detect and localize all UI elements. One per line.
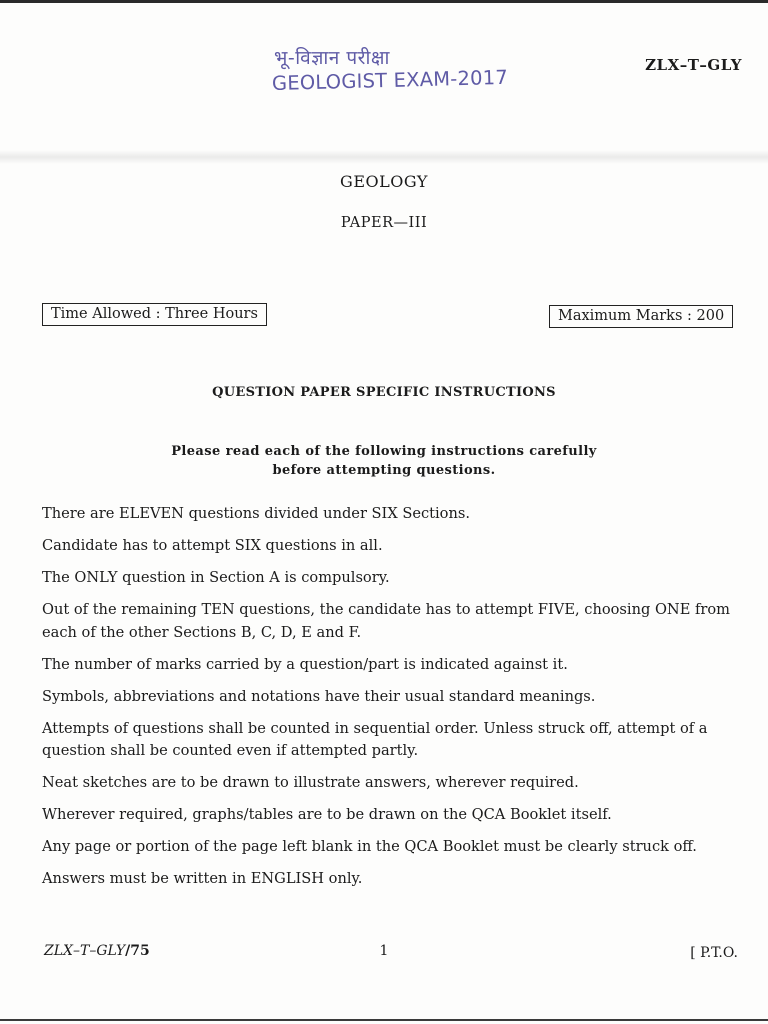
footer-code-text: ZLX–T–GLY xyxy=(44,943,126,959)
exam-stamp xyxy=(272,44,508,95)
bottom-border-line xyxy=(0,1019,768,1021)
note-line-1: Please read each of the following instructions carefully xyxy=(171,444,597,459)
please-turn-over: [ P.T.O. xyxy=(690,945,738,961)
top-border-line xyxy=(0,0,768,3)
instructions-heading: QUESTION PAPER SPECIFIC INSTRUCTIONS xyxy=(212,385,556,400)
instruction-item: Answers must be written in ENGLISH only. xyxy=(42,870,363,887)
stamp-hindi-text: भू-विज्ञान परीक्षा xyxy=(274,47,390,69)
maximum-marks-box: Maximum Marks : 200 xyxy=(549,305,733,328)
time-allowed-box: Time Allowed : Three Hours xyxy=(42,303,267,326)
paper-number: PAPER—III xyxy=(340,215,428,231)
scan-smudge xyxy=(0,150,768,164)
instruction-item: Candidate has to attempt SIX questions in all. xyxy=(42,537,383,554)
instruction-item: Wherever required, graphs/tables are to be drawn on the QCA Booklet itself. xyxy=(42,806,612,823)
instruction-item: The ONLY question in Section A is compulsory. xyxy=(42,569,390,586)
instruction-item: There are ELEVEN questions divided under SIX Sections. xyxy=(42,505,471,522)
read-carefully-note xyxy=(0,442,768,480)
instruction-item: Out of the remaining TEN questions, the candidate has to attempt FIVE, choosing ONE from each of the other Sections B, C, D, E and F. xyxy=(42,601,730,641)
page-number: 1 xyxy=(379,943,389,959)
stamp-english-text: GEOLOGIST EXAM-2017 xyxy=(271,65,509,95)
instruction-list xyxy=(42,503,744,900)
instruction-item: Attempts of questions shall be counted in sequential order. Unless struck off, attempt of a question shall be counted even if attempted partly. xyxy=(42,719,708,759)
subject-title: GEOLOGY xyxy=(340,172,428,191)
instruction-item: Neat sketches are to be drawn to illustrate answers, wherever required. xyxy=(42,774,579,791)
footer-code-suffix: /75 xyxy=(125,943,150,959)
instruction-item: The number of marks carried by a question/part is indicated against it. xyxy=(42,655,568,673)
instruction-item: Symbols, abbreviations and notations have their usual standard meanings. xyxy=(42,687,596,705)
instruction-item: Any page or portion of the page left blank in the QCA Booklet must be clearly struck off. xyxy=(42,838,697,855)
note-line-2: before attempting questions. xyxy=(272,463,496,478)
paper-code: ZLX–T–GLY xyxy=(645,56,742,74)
